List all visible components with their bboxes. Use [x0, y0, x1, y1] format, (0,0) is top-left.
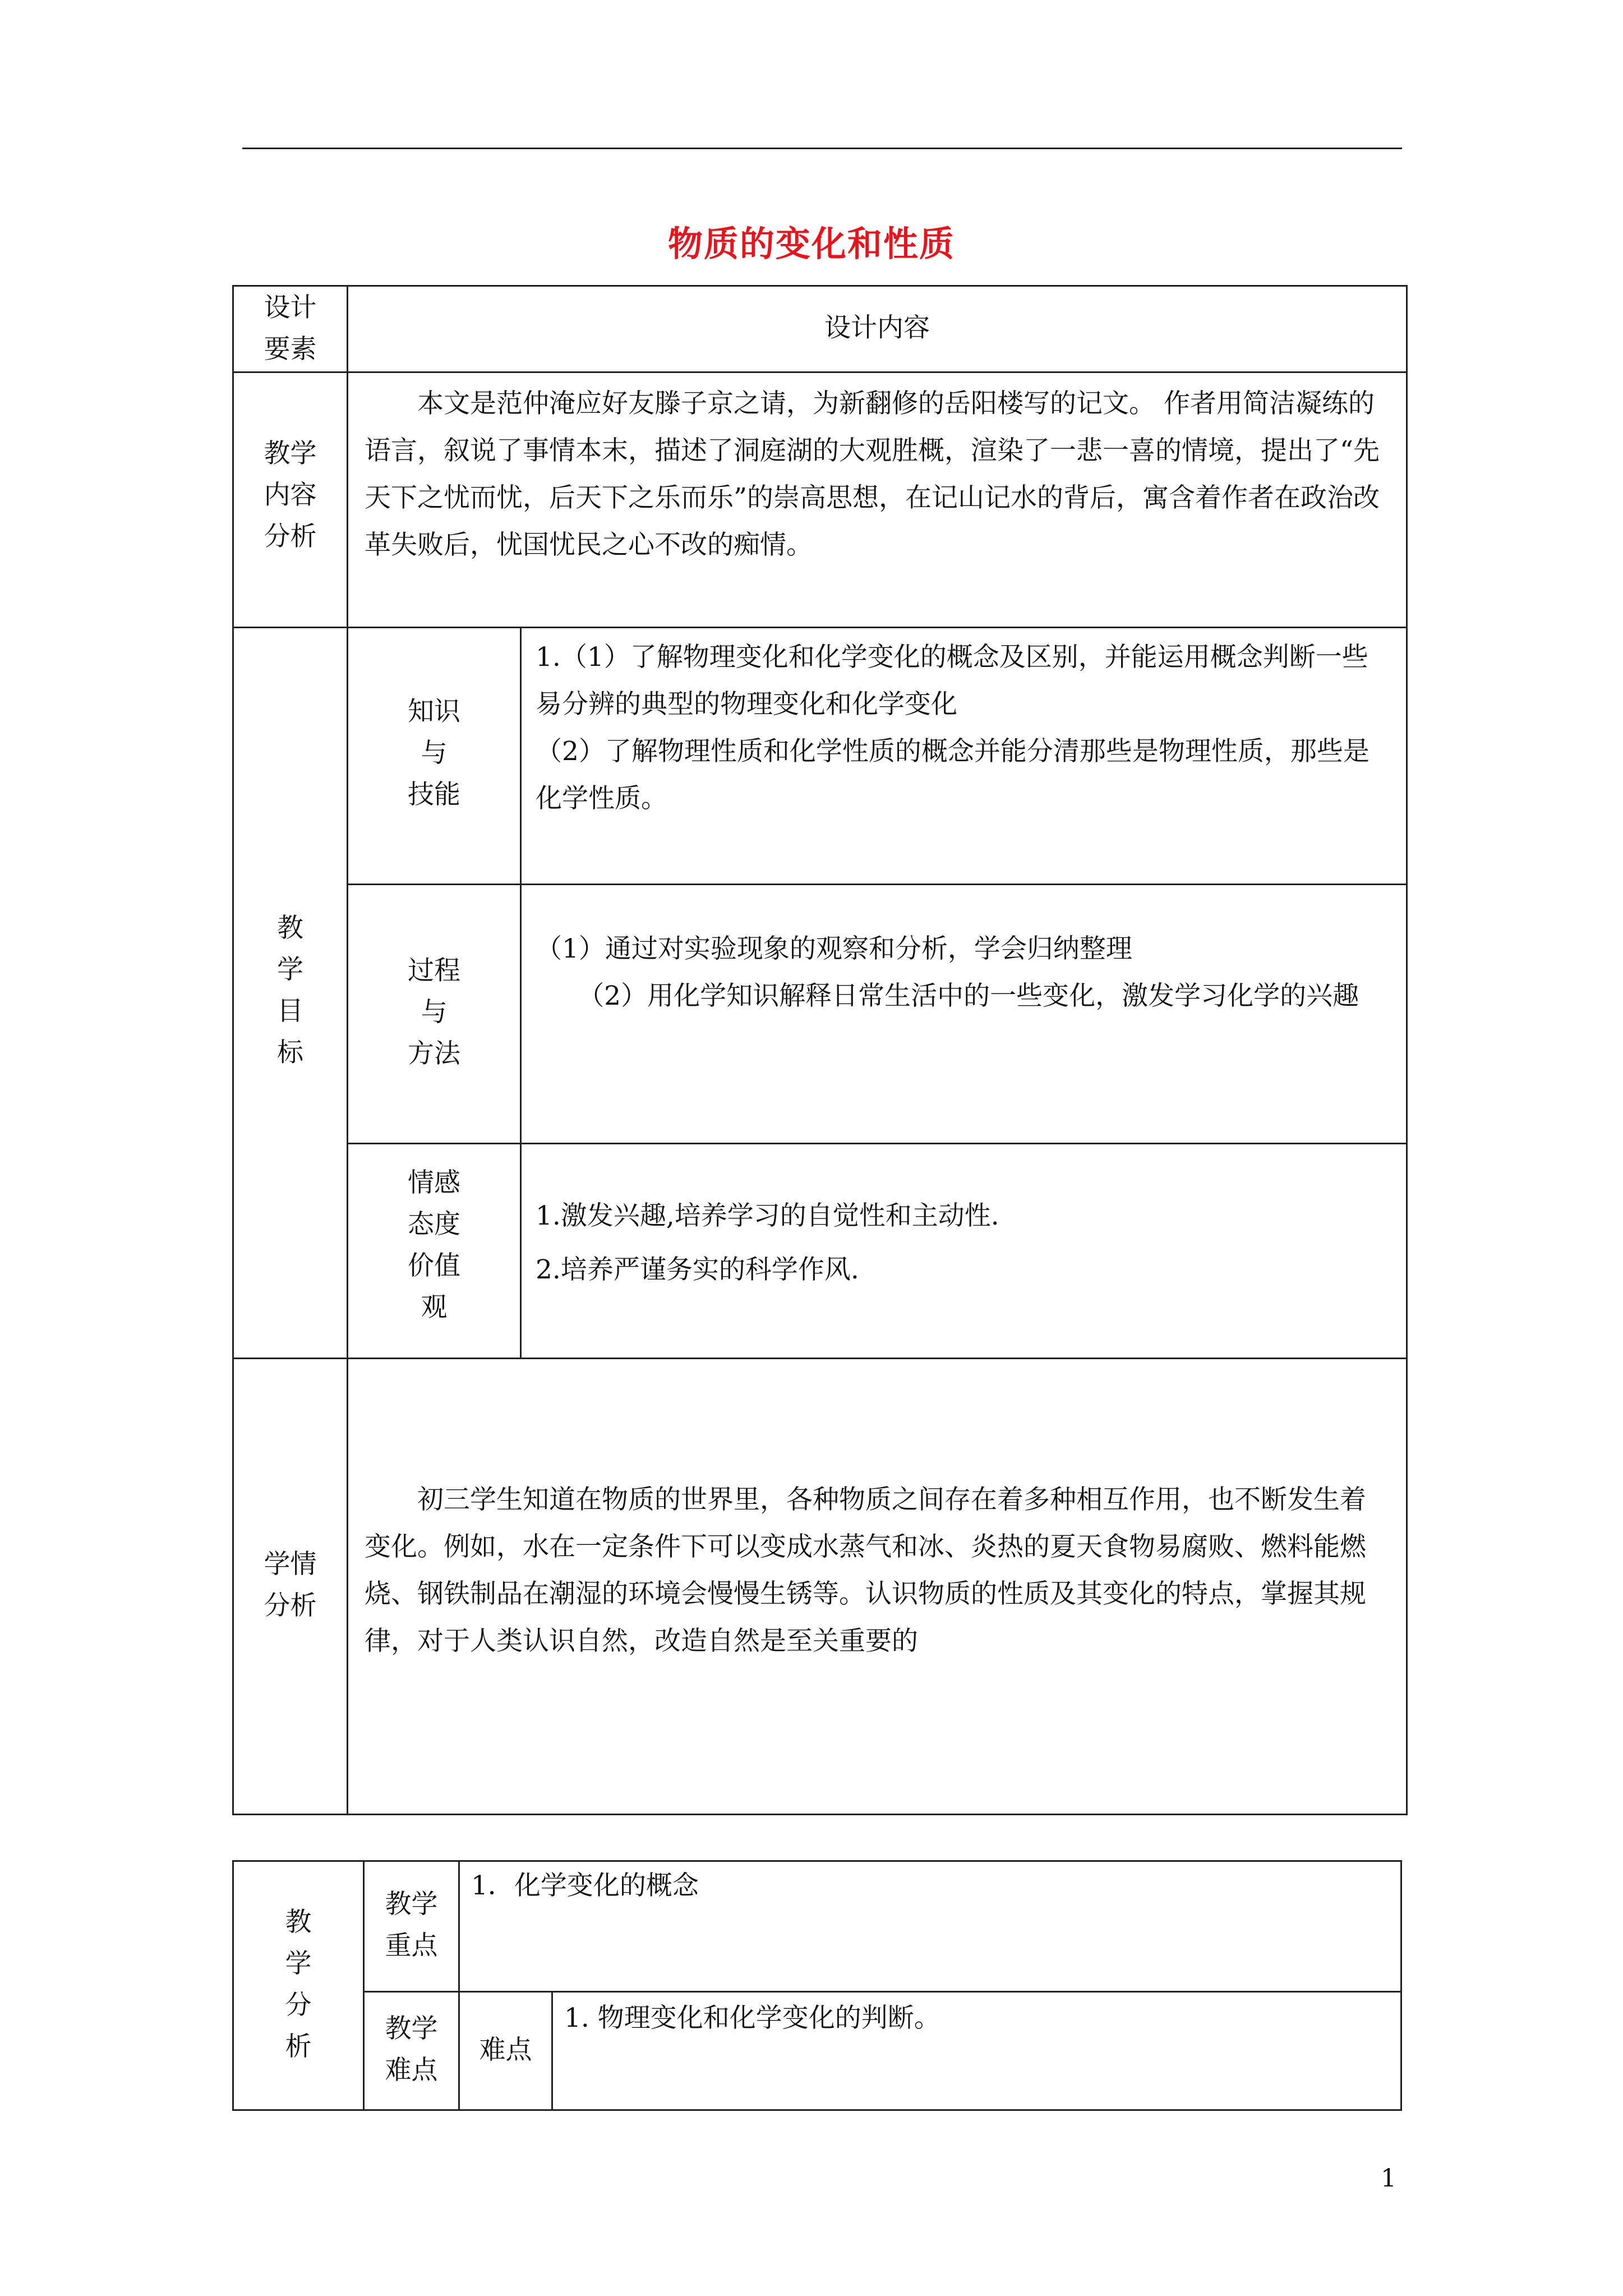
key-point-label: 教学 重点	[385, 1889, 438, 1961]
difficulty-sub-label: 难点	[479, 2035, 532, 2065]
process-goal-2: （2）用化学知识解释日常生活中的一些变化，激发学习化学的兴趣	[578, 981, 1359, 1011]
process-method-label: 过程 与 方法	[408, 955, 460, 1069]
learner-analysis-text: 初三学生知道在物质的世界里，各种物质之间存在着多种相互作用，也不断发生着变化。例如，水在一定条件下可以变成水蒸气和冰、炎热的夏天食物易腐败、燃料能燃烧、钢铁制品在潮湿的环境会慢慢生锈等。认识物质的性质及其变化的特点，掌握其规律，对于人类认识自然，改造自然是至关重要的	[365, 1484, 1366, 1657]
header-design-elements-label: 设计 要素	[264, 292, 317, 365]
emotion-goal-1: 1.激发兴趣,培养学习的自觉性和主动性.	[536, 1200, 999, 1231]
content-analysis-label: 教学 内容 分析	[264, 438, 317, 552]
page-title: 物质的变化和性质	[667, 223, 955, 264]
process-goal-1: （1）通过对实验现象的观察和分析，学会归纳整理	[536, 933, 1132, 964]
header-rule	[242, 148, 1402, 149]
content-analysis-text: 本文是范仲淹应好友滕子京之请，为新翻修的岳阳楼写的记文。 作者用简洁凝练的语言，叙说了事情本末，描述了洞庭湖的大观胜概，渲染了一悲一喜的情境，提出了“先天下之忧而忧，后天下之乐而乐”的崇高思想，在记山记水的背后，寓含着作者在政治改革失败后，忧国忧民之心不改的痴情。	[365, 388, 1380, 560]
key-point-text: 1．化学变化的概念	[471, 1870, 699, 1901]
knowledge-goal-1: 1.（1）了解物理变化和化学变化的概念及区别，并能运用概念判断一些易分辨的典型的物理变化和化学变化	[536, 642, 1368, 720]
emotion-goal-2: 2.培养严谨务实的科学作风.	[536, 1254, 859, 1285]
knowledge-goal-2: （2）了解物理性质和化学性质的概念并能分清那些是物理性质，那些是化学性质。	[536, 736, 1370, 814]
knowledge-skills-label: 知识 与 技能	[408, 696, 460, 810]
header-design-content-label: 设计内容	[824, 312, 930, 343]
difficulty-label: 教学 难点	[385, 2013, 438, 2086]
teaching-goals-label: 教 学 目 标	[277, 913, 303, 1068]
page-number: 1	[1381, 2164, 1396, 2193]
emotion-attitude-value-label: 情感 态度 价值 观	[408, 1167, 460, 1323]
difficulty-text: 1. 物理变化和化学变化的判断。	[564, 2003, 940, 2033]
teaching-analysis-label: 教 学 分 析	[285, 1907, 312, 2062]
learner-analysis-label: 学情 分析	[264, 1549, 317, 1621]
